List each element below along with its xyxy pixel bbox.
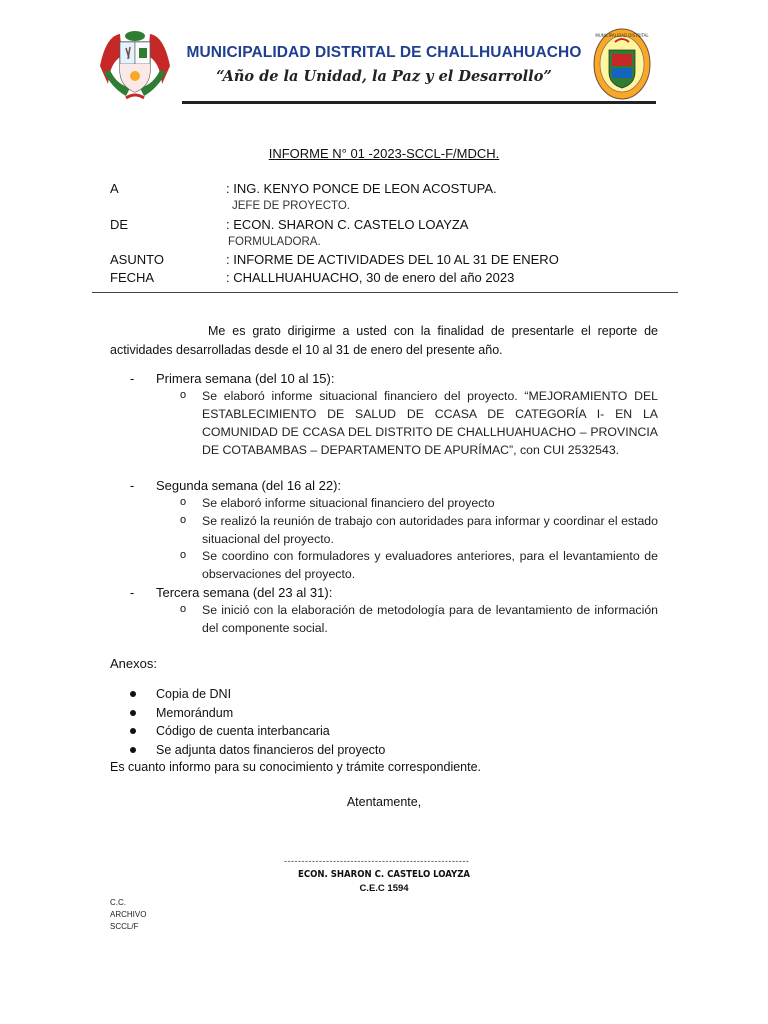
week-2-item-2: Se realizó la reunión de trabajo con autoridades para informar y coordinar el estado situacional del proyecto. — [202, 514, 658, 546]
week-2-title: Segunda semana (del 16 al 22): — [156, 478, 342, 493]
week-2-heading — [130, 478, 341, 493]
list-bullet: o — [180, 389, 187, 401]
list-bullet: o — [180, 496, 187, 508]
bullet-dot-icon — [130, 747, 136, 753]
date-value: : CHALLHUAHUACHO, 30 de enero del año 2023 — [226, 270, 515, 285]
from-role: FORMULADORA. — [228, 236, 321, 248]
week-2-item-3: Se coordino con formuladores y evaluadores anteriores, para el levantamiento de observaciones del proyecto. — [202, 549, 658, 581]
week-1-title: Primera semana (del 10 al 15): — [156, 371, 335, 386]
list-bullet: o — [180, 514, 187, 526]
cc-label: C.C. — [110, 898, 126, 907]
week-1-heading — [130, 371, 334, 386]
svg-text:MUNICIPALIDAD DISTRITAL: MUNICIPALIDAD DISTRITAL — [595, 33, 649, 38]
annex-item: Código de cuenta interbancaria — [130, 722, 385, 741]
annex-item: Memorándum — [130, 704, 385, 723]
subject-label: ASUNTO — [110, 252, 164, 267]
to-label: A — [110, 181, 119, 196]
list-bullet: o — [180, 603, 187, 615]
cc-initials: SCCL/F — [110, 922, 139, 931]
bullet-dot-icon — [130, 728, 136, 734]
week-3-heading — [130, 585, 332, 600]
date-label: FECHA — [110, 270, 155, 285]
week-2-item-1: Se elaboró informe situacional financiero del proyecto — [202, 496, 495, 510]
week-1-item-1: Se elaboró informe situacional financiero del proyecto. “MEJORAMIENTO DEL ESTABLECIMIENTO DE SALUD DE CCASA DE CATEGORÍA I- EN LA COMUNIDAD DE CCASA DEL DISTRITO DE CHALLHUAHUACHO – PROVINCIA DE COTABAMBAS – DEPARTAMENTO DE APURÍMAC”, con CUI 2532543. — [202, 389, 658, 457]
week-3-item-1: Se inició con la elaboración de metodología para de levantamiento de información del componente social. — [202, 603, 658, 635]
from-value: : ECON. SHARON C. CASTELO LOAYZA — [226, 217, 469, 232]
subject-value: : INFORME DE ACTIVIDADES DEL 10 AL 31 DE ENERO — [226, 252, 559, 267]
to-role: JEFE DE PROYECTO. — [232, 200, 351, 212]
bullet-dot-icon — [130, 710, 136, 716]
signatory-registration: C.E.C 1594 — [359, 883, 409, 894]
regards: Atentamente, — [346, 795, 422, 809]
list-bullet: o — [180, 549, 187, 561]
bullet-dot-icon — [130, 691, 136, 697]
header-block-divider — [92, 292, 678, 293]
municipality-title: MUNICIPALIDAD DISTRITAL DE CHALLHUAHUACHO — [186, 44, 582, 61]
from-label: DE — [110, 217, 129, 232]
cc-archive: ARCHIVO — [110, 910, 147, 919]
report-title: INFORME N° 01 -2023-SCCL-F/MDCH. — [268, 146, 500, 161]
intro-text: Me es grato dirigirme a usted con la finalidad de presentarle el reporte de actividades desarrolladas desde el 10 al 31 de enero del presente año. — [110, 324, 658, 357]
dash-marker: - — [130, 371, 135, 386]
annex-list — [130, 685, 385, 759]
dash-marker: - — [130, 478, 135, 493]
week-3-title: Tercera semana (del 23 al 31): — [156, 585, 333, 600]
coat-of-arms-emblem — [96, 26, 174, 100]
header-divider — [182, 101, 656, 104]
annex-heading: Anexos: — [110, 656, 157, 671]
closing-sentence: Es cuanto informo para su conocimiento y trámite correspondiente. — [110, 760, 482, 774]
annex-item: Se adjunta datos financieros del proyecto — [130, 741, 385, 760]
year-motto: “Año de la Unidad, la Paz y el Desarrollo” — [216, 68, 552, 85]
municipal-seal-emblem — [593, 28, 651, 100]
intro-paragraph — [110, 322, 658, 360]
dash-marker: - — [130, 585, 135, 600]
signature-line: ----------------------------------------------------- — [284, 856, 470, 866]
to-value: : ING. KENYO PONCE DE LEON ACOSTUPA. — [226, 181, 497, 196]
annex-item: Copia de DNI — [130, 685, 385, 704]
signatory-name: ECON. SHARON C. CASTELO LOAYZA — [297, 869, 471, 880]
